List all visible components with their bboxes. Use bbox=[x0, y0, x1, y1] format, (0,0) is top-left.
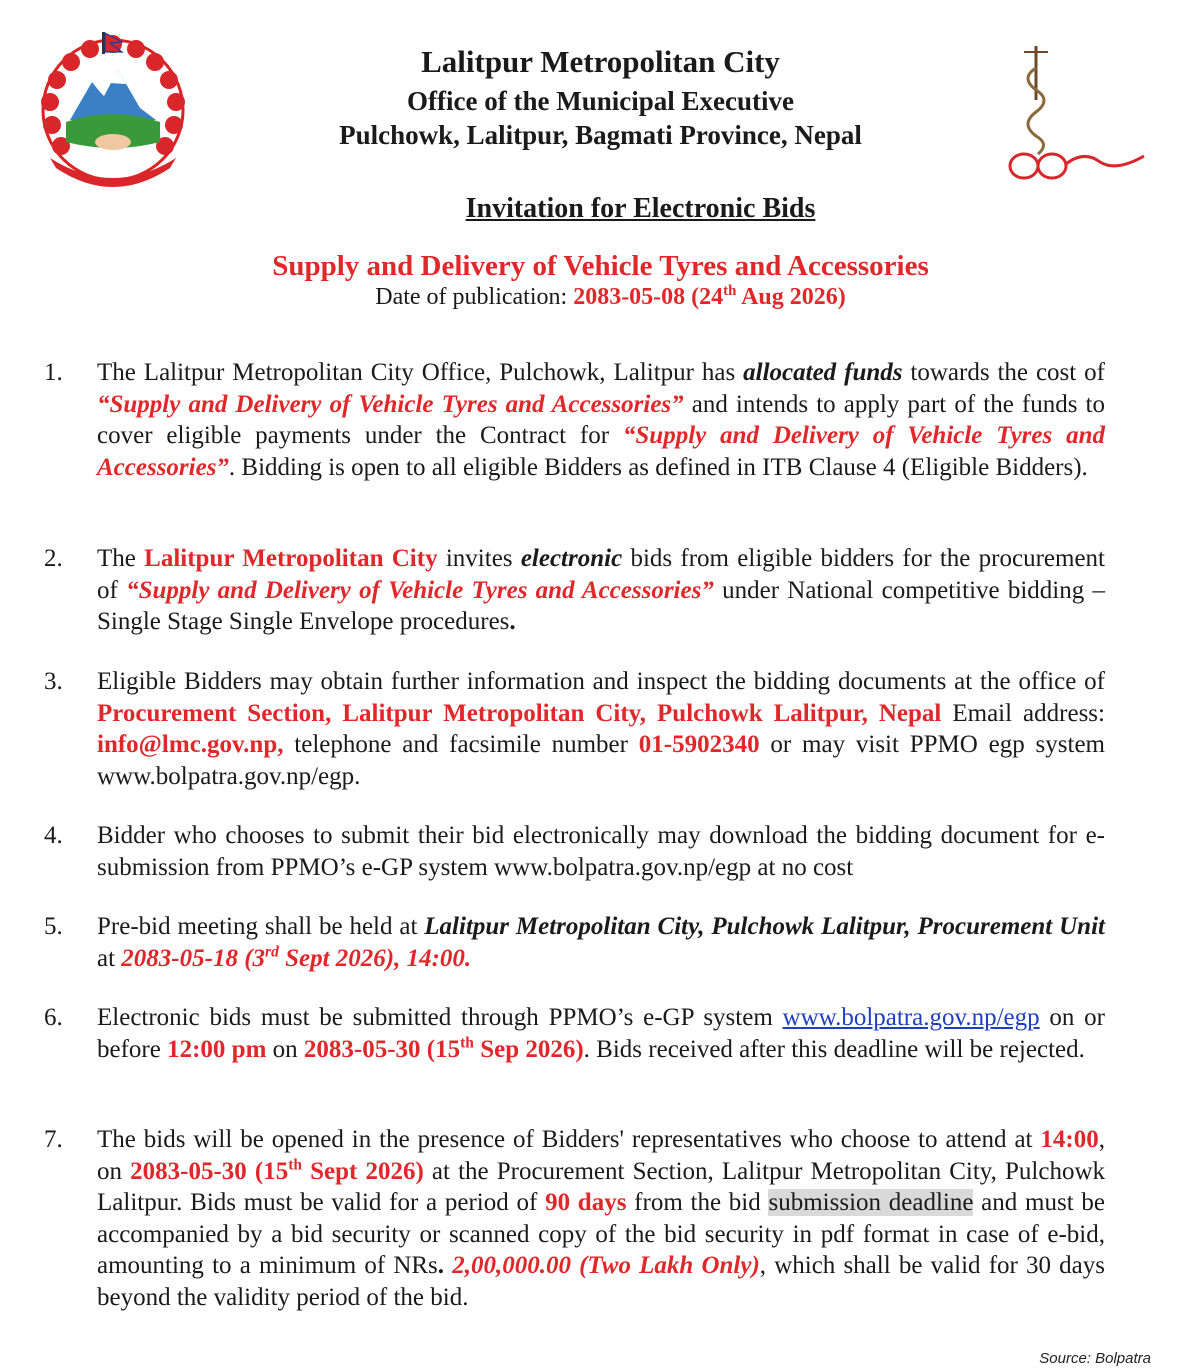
notice-subject: Supply and Delivery of Vehicle Tyres and Accessories bbox=[272, 250, 929, 282]
office-address: Pulchowk, Lalitpur, Bagmati Province, Nepal bbox=[339, 120, 862, 150]
bolpatra-link[interactable]: www.bolpatra.gov.np/egp bbox=[782, 1004, 1040, 1031]
org-name: Lalitpur Metropolitan City bbox=[421, 44, 780, 79]
office-name: Office of the Municipal Executive bbox=[407, 86, 794, 116]
notice-title: Invitation for Electronic Bids bbox=[465, 193, 816, 224]
publication-date: Date of publication: 2083-05-08 (24th Aug 2026) bbox=[375, 283, 846, 310]
source-credit: Source: Bolpatra bbox=[1039, 1350, 1151, 1367]
